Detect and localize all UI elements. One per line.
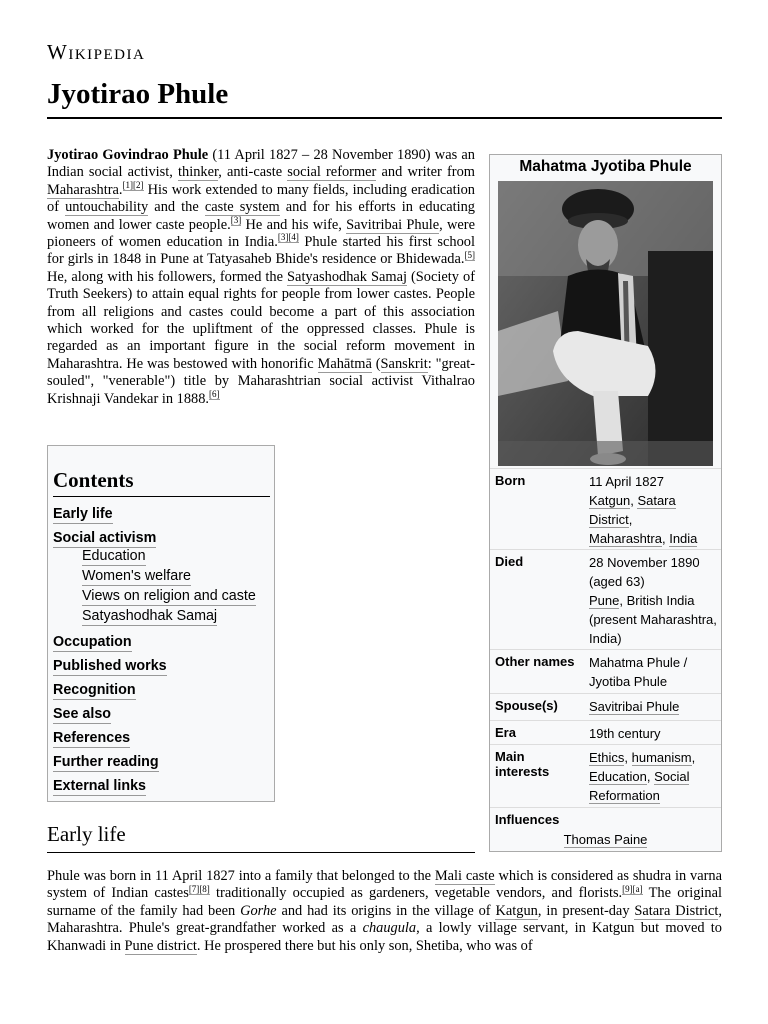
link-maharashtra[interactable]: Maharashtra (47, 181, 119, 198)
toc-title: Contents (53, 468, 270, 497)
intro-text: , were pioneers of women education in India. (47, 216, 475, 251)
link-mahatma[interactable]: Mahātmā (317, 355, 372, 372)
body-text: The original surname of the family had been (47, 885, 723, 919)
era-label: Era (495, 725, 516, 740)
intro-text: He, along with his followers, formed the (47, 268, 288, 285)
infobox-row-spouse (490, 693, 721, 718)
link-savitribai-phule[interactable]: Savitribai Phule (589, 699, 680, 714)
intro-text: (11 April 1827 – 28 November 1890) was an Indian social activist, (47, 147, 475, 181)
link-satyashodhak-samaj[interactable]: Satyashodhak Samaj (287, 268, 407, 285)
spouse-value (589, 697, 717, 716)
citation-2[interactable]: [2] (133, 180, 144, 191)
separator: , (628, 512, 633, 527)
link-social-reformer[interactable]: social reformer (287, 164, 377, 181)
toc-item-womens-welfare[interactable]: Women's welfare (82, 568, 191, 584)
body-text: traditionally occupied as gardeners, vegetable vendors, and florists. (209, 885, 623, 902)
infobox-row-era (490, 720, 721, 743)
died-place: , British India (present Maharashtra, India) (589, 593, 717, 646)
died-age: (aged 63) (589, 574, 645, 589)
body-text: , Maharashtra. Phule's great-grandfather worked as a (47, 902, 723, 937)
toc-item-see-also[interactable]: See also (53, 706, 112, 722)
body-text: , a lowly village servant, in Katgun but moved to Khanwadi in (47, 920, 723, 954)
born-date: 11 April 1827 (589, 474, 664, 489)
link-thomas-paine[interactable]: Thomas Paine (563, 832, 648, 847)
portrait-photo[interactable] (498, 181, 713, 466)
died-date: 28 November 1890 (589, 555, 700, 570)
separator: , (646, 769, 655, 784)
intro-text: Phule started his first school for girls in 1848 in Pune at Tatyasaheb Bhide's residence or Bhidewada. (47, 234, 475, 268)
intro-text: and for his efforts in educating women and lower caste people. (47, 199, 475, 233)
intro-text: His work extended to many fields, including eradication of (47, 181, 475, 216)
intro-text: and writer from (376, 164, 475, 181)
toc-item-published-works[interactable]: Published works (53, 658, 167, 674)
spouse-label: Spouse(s) (495, 698, 558, 713)
link-social-reformation[interactable]: Social Reformation (589, 769, 690, 803)
table-of-contents (47, 445, 275, 802)
other-names-value: Mahatma Phule / Jyotiba Phule (589, 655, 688, 689)
intro-text: : "great-souled", "venerable") title by Maharashtrian social activist Vithalrao Krishnaji Vandekar in 1888. (47, 355, 476, 407)
infobox-row-main-interests (490, 744, 721, 805)
other-names-label: Other names (495, 654, 575, 669)
separator: , (661, 531, 670, 546)
link-katgun[interactable]: Katgun (495, 902, 538, 919)
born-label: Born (495, 473, 526, 488)
separator: , (624, 750, 632, 765)
toc-item-education[interactable]: Education (82, 548, 146, 564)
early-life-paragraph (47, 868, 722, 955)
wikipedia-wordmark[interactable]: Wikipedia (47, 40, 146, 64)
link-ethics[interactable]: Ethics (589, 750, 625, 765)
separator: , (630, 493, 638, 508)
subject-name: Jyotirao Govindrao Phule (47, 147, 209, 163)
body-text: , in present-day (537, 902, 635, 919)
infobox-row-died (490, 549, 721, 647)
toc-item-early-life[interactable]: Early life (53, 506, 113, 522)
term-chaugula: chaugula (362, 920, 417, 937)
influences-label: Influences (495, 812, 560, 827)
portrait-image (498, 181, 713, 466)
citation-4[interactable]: [4] (288, 232, 299, 243)
intro-text: . (118, 181, 123, 198)
intro-paragraph (47, 147, 475, 408)
link-education[interactable]: Education (589, 769, 647, 784)
link-caste-system[interactable]: caste system (204, 199, 280, 216)
link-india[interactable]: India (669, 531, 698, 546)
link-sanskrit[interactable]: Sanskrit (380, 355, 428, 372)
link-untouchability[interactable]: untouchability (65, 199, 149, 216)
infobox-row-born (490, 468, 721, 547)
intro-text: , anti-caste (218, 164, 288, 181)
note-a[interactable]: [a] (632, 883, 643, 894)
died-value (589, 553, 717, 648)
citation-7[interactable]: [7] (188, 883, 200, 894)
body-text: . He prospered there but his only son, Shetiba, who was of (196, 937, 533, 954)
page-title: Jyotirao Phule (47, 78, 229, 110)
infobox-row-other-names (490, 649, 721, 692)
intro-text: He and his wife, (241, 216, 347, 233)
link-pune[interactable]: Pune (589, 593, 620, 608)
body-text: and had its origins in the village of (276, 902, 496, 919)
toc-item-occupation[interactable]: Occupation (53, 634, 132, 650)
infobox (489, 154, 722, 852)
citation-9[interactable]: [9] (622, 883, 633, 894)
intro-text: (Society of Truth Seekers) to attain equal rights for people from lower castes. People from all religions and castes could become a part of this association which worked for the upliftment of the oppressed classes. Phule is regarded as an important figure in the social reform movement in Maharashtra. He was bestowed with honorific (47, 268, 475, 372)
body-text: Phule was born in 11 April 1827 into a family that belonged to the (47, 868, 435, 884)
citation-8[interactable]: [8] (199, 883, 210, 894)
intro-text: and the (148, 199, 205, 216)
citation-5[interactable]: [5] (464, 249, 475, 260)
toc-item-external-links[interactable]: External links (53, 778, 146, 794)
section-divider (47, 852, 475, 853)
separator: , (691, 750, 696, 765)
section-heading-early-life: Early life (47, 822, 126, 846)
link-satara-district[interactable]: Satara District (589, 493, 676, 527)
toc-item-further-reading[interactable]: Further reading (53, 754, 159, 770)
main-interests-value (589, 748, 717, 805)
main-interests-label: Main interests (495, 749, 550, 779)
surname-gorhe: Gorhe (240, 902, 277, 919)
citation-6[interactable]: [6] (209, 388, 220, 399)
toc-item-satyashodhak-samaj[interactable]: Satyashodhak Samaj (82, 608, 218, 624)
citation-1[interactable]: [1] (122, 180, 134, 191)
toc-item-recognition[interactable]: Recognition (53, 682, 136, 698)
infobox-caption: Mahatma Jyotiba Phule (519, 158, 692, 175)
link-maharashtra[interactable]: Maharashtra (589, 531, 662, 546)
toc-item-references[interactable]: References (53, 730, 131, 746)
toc-item-views-on-religion[interactable]: Views on religion and caste (82, 588, 256, 604)
died-label: Died (495, 554, 524, 569)
link-pune-district[interactable]: Pune district (124, 937, 197, 954)
link-mali-caste[interactable]: Mali caste (434, 868, 495, 884)
intro-text: ( (371, 355, 381, 372)
link-satara-district[interactable]: Satara District (634, 902, 719, 919)
title-divider (47, 117, 722, 119)
link-humanism[interactable]: humanism (631, 750, 692, 765)
link-katgun[interactable]: Katgun (589, 493, 631, 508)
toc-item-social-activism[interactable]: Social activism (53, 530, 157, 546)
link-thinker[interactable]: thinker (178, 164, 219, 181)
citation-3[interactable]: [3] (277, 232, 289, 243)
born-value (589, 472, 717, 548)
body-text: which is considered as shudra in varna system of Indian castes (47, 868, 722, 902)
infobox-row-influences (490, 807, 721, 852)
influences-value (490, 832, 721, 847)
link-savitribai-phule[interactable]: Savitribai Phule (346, 216, 440, 233)
era-value: 19th century (589, 726, 661, 741)
citation-3[interactable]: [3] (230, 214, 242, 225)
